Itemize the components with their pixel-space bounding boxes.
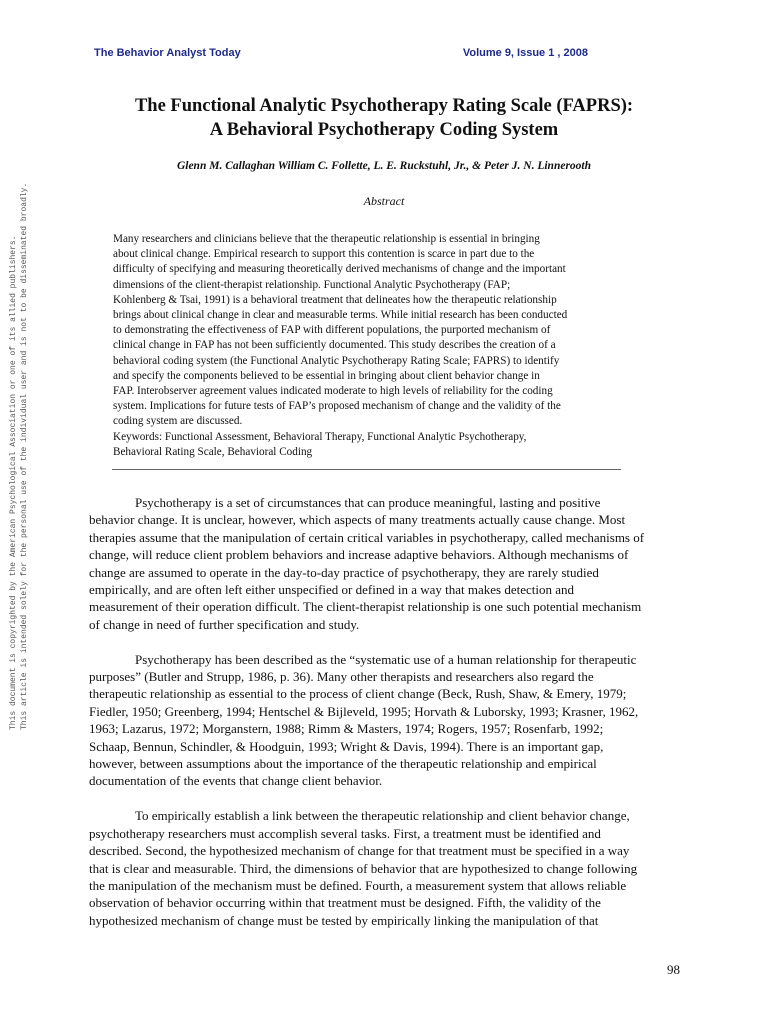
body-line: the manipulation of the mechanism must be defined. Fourth, a measurement system that allows reliable [89, 877, 627, 893]
body-line: measurement of their operation difficult. The client-therapist relationship is one such potential mechanism [89, 599, 642, 615]
paragraph-2 [89, 651, 679, 790]
abstract-line: about clinical change. Empirical research to support this contention is scarce in part due to the [113, 248, 535, 261]
abstract-line: Many researchers and clinicians believe that the therapeutic relationship is essential in bringing [113, 233, 540, 245]
body-line: described. Second, the hypothesized mechanism of change for that treatment must be specified in a way [89, 843, 630, 859]
volume-issue: Volume 9, Issue 1 , 2008 [462, 47, 588, 59]
authors: Glenn M. Callaghan William C. Follette, L. E. Ruckstuhl, Jr., & Peter J. N. Linnerooth [176, 160, 592, 172]
body-text [89, 494, 679, 947]
paragraph-3 [89, 807, 679, 929]
abstract-line: FAP. Interobserver agreement values indicated moderate to high levels of reliability for the coding [113, 385, 553, 398]
body-line: Psychotherapy is a set of circumstances that can produce meaningful, lasting and positive [135, 495, 601, 510]
abstract-line: brings about clinical change in clear and measurable terms. While initial research has been conducted [113, 309, 568, 322]
title-line-2: A Behavioral Psychotherapy Coding System [209, 120, 559, 140]
abstract-heading: Abstract [363, 194, 405, 208]
copyright-notice [8, 183, 30, 730]
body-line: Schaap, Bennun, Schindler, & Hoodguin, 1993; Wright & Davis, 1994). There is an important gap, [89, 738, 604, 754]
body-line: 1963; Lazarus, 1972; Morganstern, 1988; Rimm & Masters, 1974; Rogers, 1957; Rosenfarb, 1992; [89, 721, 604, 737]
abstract-line: coding system are discussed. [113, 415, 243, 428]
abstract-line: Kohlenberg & Tsai, 1991) is a behavioral treatment that delineates how the therapeutic relationship [113, 293, 557, 306]
abstract-line: behavioral coding system (the Functional Analytic Psychotherapy Rating Scale; FAPRS) to identify [113, 354, 560, 367]
body-line: purposes” (Butler and Strupp, 1986, p. 36). Many other therapists and researchers also regard the [89, 669, 594, 685]
section-divider [112, 469, 621, 470]
journal-name: The Behavior Analyst Today [94, 47, 241, 59]
keywords-line: Keywords: Functional Assessment, Behavioral Therapy, Functional Analytic Psychotherapy, [113, 430, 527, 443]
copyright-line-1: This document is copyrighted by the American Psychological Association or one of its allied publishers. [9, 235, 18, 730]
paper-title [60, 94, 708, 142]
abstract [113, 232, 633, 460]
body-line: however, between assumptions about the importance of the therapeutic relationship and empirical [89, 756, 597, 772]
page-number: 98 [667, 962, 680, 977]
body-line: change, will reduce client problem behaviors and increase adaptive behaviors. Although mechanisms of [89, 547, 629, 563]
abstract-line: dimensions of the client-therapist relationship. Functional Analytic Psychotherapy (FAP; [113, 278, 511, 291]
copyright-line-2: This article is intended solely for the personal use of the individual user and is not to be disseminated broadly. [20, 182, 29, 730]
body-line: therapeutic relationship as essential to the process of client change (Beck, Rush, Shaw, & Emery, 1979; [89, 686, 627, 702]
body-line: Fiedler, 1950; Greenberg, 1994; Hentschel & Bijleveld, 1995; Horvath & Luborsky, 1993; Krasner, 1962, [89, 703, 639, 719]
body-line: psychotherapy researchers must accomplish several tasks. First, a treatment must be identified and [89, 825, 601, 841]
body-line: empirically, and are often left either unspecified or defined in a way that makes detection and [89, 582, 575, 598]
body-line: documentation of the events that change client behavior. [89, 773, 383, 789]
body-line: Psychotherapy has been described as the “systematic use of a human relationship for therapeutic [135, 651, 637, 667]
body-line: therapies assume that the manipulation of certain critical variables in psychotherapy, called mechanisms of [89, 529, 645, 545]
abstract-line: clinical change in FAP has not been sufficiently documented. This study describes the creation of a [113, 339, 556, 352]
abstract-line: system. Implications for future tests of FAP’s proposed mechanism of change and the validity of the [113, 400, 561, 413]
body-line: of change in need of further specification and study. [89, 616, 360, 632]
body-line: observation of behavior occurring within that treatment must be designed. Fifth, the validity of the [89, 895, 601, 911]
body-line: behavior change. It is unclear, however, which aspects of many treatments actually cause change. Most [89, 512, 626, 528]
abstract-line: to demonstrating the effectiveness of FAP with different populations, the purported mechanism of [113, 324, 551, 337]
abstract-line: and specify the components believed to be essential in bringing about client behavior change in [113, 369, 540, 382]
body-line: change are assumed to operate in the day-to-day practice of psychotherapy, they are rarely studied [89, 564, 599, 580]
body-line: hypothesized mechanism of change must be tested by empirically linking the manipulation of that [89, 912, 599, 928]
body-line: To empirically establish a link between the therapeutic relationship and client behavior change, [135, 808, 630, 824]
body-line: that is clear and measurable. Third, the dimensions of behavior that are hypothesized to change following [89, 860, 638, 876]
paragraph-1 [89, 494, 679, 633]
keywords-line: Behavioral Rating Scale, Behavioral Coding [113, 445, 313, 458]
title-line-1: The Functional Analytic Psychotherapy Rating Scale (FAPRS): [134, 96, 634, 116]
abstract-line: difficulty of specifying and measuring theoretically derived mechanisms of change and the important [113, 263, 566, 276]
